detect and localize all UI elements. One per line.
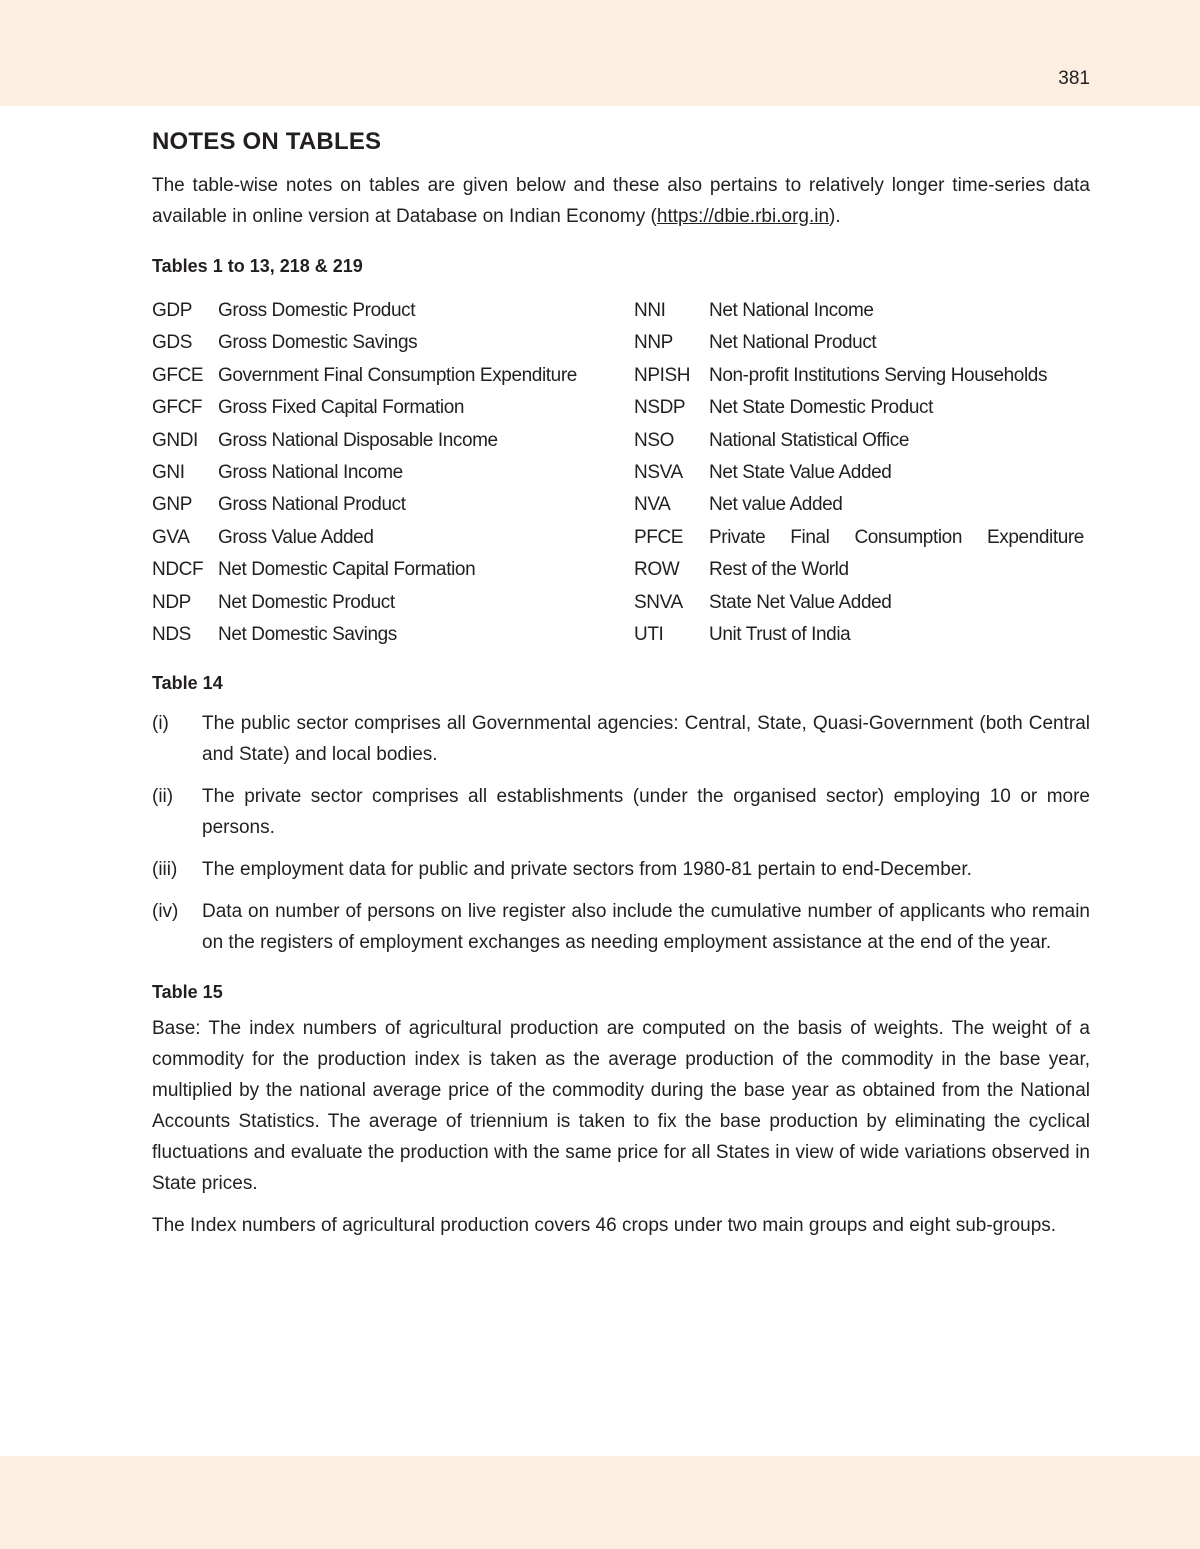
abbr: NSDP	[634, 397, 686, 419]
note-text: The public sector comprises all Governmental agencies: Central, State, Quasi-Government (both Central and State) and local bodies.	[202, 713, 1090, 766]
table-15-paragraph-base: Base: The index numbers of agricultural production are computed on the basis of weights. The weight of a commodity for the production index is taken as the average production of the commodity in the base year, multiplied by the national average price of the commodity during the base year as obtained from the National Accounts Statistics. The average of triennium is taken to fix the base production by eliminating the cyclical fluctuations and evaluate the production with the same price for all States in view of wide variations observed in State prices.	[152, 1018, 1090, 1195]
abbr: NNI	[634, 300, 666, 321]
note-text: Data on number of persons on live register also include the cumulative number of applicants who remain on the registers of employment exchanges as needing employment assistance at the end of the year.	[202, 901, 1090, 954]
note-text: The employment data for public and private sectors from 1980-81 pertain to end-December.	[202, 859, 972, 881]
pfce-word: Consumption	[854, 526, 962, 548]
abbr-definition: Gross Fixed Capital Formation	[218, 397, 465, 419]
abbr-definition: Net Domestic Savings	[218, 624, 397, 646]
dbie-link[interactable]: https://dbie.rbi.org.in	[656, 206, 830, 227]
abbr-definition: Rest of the World	[709, 559, 849, 581]
note-marker: (ii)	[152, 786, 174, 808]
abbr-definition: Net National Income	[709, 300, 874, 321]
abbr-definition-pfce	[709, 522, 1090, 554]
intro-paragraph	[152, 170, 1090, 232]
abbr-definition: Net Domestic Capital Formation	[218, 559, 476, 581]
pfce-word: Final	[790, 526, 830, 548]
header-band	[0, 0, 1200, 106]
abbr: GDS	[152, 332, 192, 354]
intro-text-end: ).	[829, 206, 841, 227]
pfce-word: Private	[709, 526, 766, 548]
abbr-definition: Net value Added	[709, 494, 843, 516]
abbr-definition: Net Domestic Product	[218, 591, 395, 613]
abbr-definition: Net State Value Added	[709, 462, 892, 484]
table-14-notes	[152, 708, 1090, 958]
section-heading-table-15: Table 15	[152, 982, 223, 1003]
abbr-definition: Gross Value Added	[218, 526, 374, 548]
abbr: NVA	[634, 494, 671, 516]
abbr-definition: Government Final Consumption Expenditure	[218, 364, 577, 386]
section-heading-tables-1-13: Tables 1 to 13, 218 & 219	[152, 256, 363, 276]
abbr-definition: State Net Value Added	[709, 591, 892, 613]
page-number: 381	[1058, 68, 1090, 89]
abbr: NPISH	[634, 364, 691, 386]
abbr-definition: Gross National Disposable Income	[218, 429, 498, 451]
abbr-definition: Gross Domestic Savings	[218, 332, 418, 354]
abbr-definition: Gross National Product	[218, 494, 406, 516]
abbr: GVA	[152, 526, 190, 548]
abbr: NDP	[152, 591, 191, 613]
intro-text: The table-wise notes on tables are given below and these also pertains to relatively longer time-series data available in online version at Database on Indian Economy (	[152, 175, 1090, 227]
abbr-definition: Gross Domestic Product	[218, 300, 416, 321]
abbr-definition: Gross National Income	[218, 462, 403, 484]
abbr-definition: Net State Domestic Product	[709, 397, 934, 419]
note-marker: (iv)	[152, 901, 179, 923]
abbreviation-table	[152, 295, 1090, 651]
note-text: The private sector comprises all establishments (under the organised sector) employing 10 or more persons.	[202, 786, 1090, 839]
note-marker: (iii)	[152, 859, 178, 881]
abbr: NDCF	[152, 559, 204, 581]
abbr: GNDI	[152, 429, 198, 451]
abbr: GFCE	[152, 364, 204, 386]
abbr: PFCE	[634, 526, 684, 548]
abbr: ROW	[634, 559, 680, 581]
abbr: NDS	[152, 624, 191, 646]
section-heading-table-14: Table 14	[152, 673, 223, 694]
note-marker: (i)	[152, 713, 169, 735]
footer-band	[0, 1456, 1200, 1549]
abbr: GNP	[152, 494, 192, 516]
pfce-word: Expenditure	[986, 526, 1084, 548]
abbr: NSVA	[634, 462, 683, 484]
abbr: NSO	[634, 429, 674, 451]
abbr: NNP	[634, 332, 673, 354]
abbr: GNI	[152, 462, 185, 484]
abbr-definition: Unit Trust of India	[709, 624, 851, 646]
list-item	[152, 854, 1090, 885]
abbr: SNVA	[634, 591, 683, 613]
abbr-definition: Non-profit Institutions Serving Households	[709, 364, 1048, 386]
table-15-paragraph-coverage: The Index numbers of agricultural production covers 46 crops under two main groups and eight sub-groups.	[152, 1215, 1057, 1237]
abbr: GFCF	[152, 397, 203, 419]
list-item	[152, 781, 1090, 843]
abbr-definition: Net National Product	[709, 332, 877, 354]
list-item	[152, 708, 1090, 770]
abbr: GDP	[152, 300, 192, 321]
abbr: UTI	[634, 624, 664, 646]
abbr-definition: National Statistical Office	[709, 429, 910, 451]
page-title: NOTES ON TABLES	[152, 128, 382, 155]
page-content	[152, 128, 1090, 1241]
list-item	[152, 896, 1090, 958]
